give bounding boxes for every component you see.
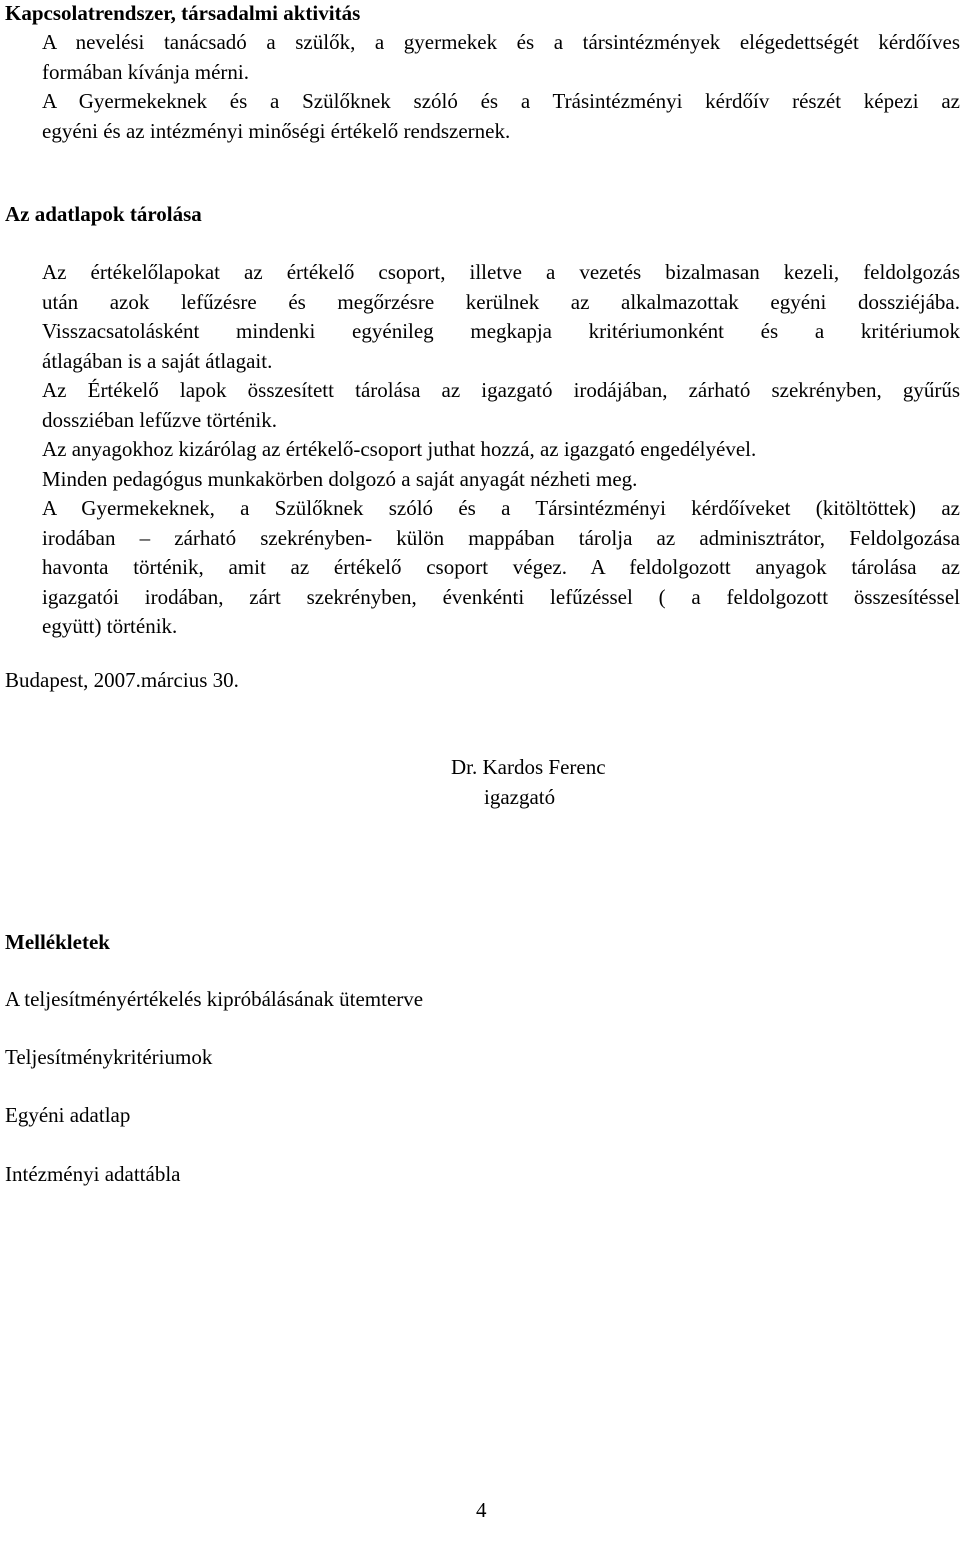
text-line: után azok lefűzésre és megőrzésre kerülnek az alkalmazottak egyéni dossziéjába. bbox=[42, 289, 960, 314]
section1-paragraph bbox=[42, 28, 960, 146]
text-line: egyéni és az intézményi minőségi értékelő rendszernek. bbox=[42, 118, 511, 143]
text-line: Visszacsatolásként mindenki egyénileg megkapja kritériumonként és a kritériumok bbox=[42, 319, 960, 343]
annex-item: A teljesítményértékelés kipróbálásának ütemterve bbox=[5, 987, 424, 1011]
annexes-title: Mellékletek bbox=[5, 930, 110, 954]
text-line: dossziéban lefűzve történik. bbox=[42, 407, 277, 432]
text-line: Minden pedagógus munkakörben dolgozó a saját anyagát nézheti meg. bbox=[42, 466, 638, 491]
place-and-date: Budapest, 2007.március 30. bbox=[5, 668, 239, 692]
text-line: havonta történik, amit az értékelő csoport végez. A feldolgozott anyagok tárolása az bbox=[42, 555, 960, 579]
section-title-data-storage: Az adatlapok tárolása bbox=[5, 202, 202, 226]
text-line: A Gyermekeknek és a Szülőknek szóló és a Trásintézményi kérdőív részét képezi az bbox=[42, 89, 960, 113]
signature-role: igazgató bbox=[484, 785, 556, 809]
section1-paragraph-block bbox=[42, 28, 960, 146]
section2-paragraph-4 bbox=[42, 435, 960, 465]
annex-item: Egyéni adatlap bbox=[5, 1103, 131, 1127]
section2-paragraph-block bbox=[42, 258, 960, 642]
text-line: formában kívánja mérni. bbox=[42, 59, 250, 84]
text-line: Az Értékelő lapok összesített tárolása az igazgató irodájában, zárható szekrényben, gyűrűs bbox=[42, 378, 960, 402]
annex-item: Teljesítménykritériumok bbox=[5, 1045, 213, 1069]
section2-paragraph-3 bbox=[42, 376, 960, 435]
section2-paragraph-5 bbox=[42, 465, 960, 495]
section-title-relationships: Kapcsolatrendszer, társadalmi aktivitás bbox=[5, 1, 361, 25]
text-line: igazgatói irodában, zárt szekrényben, évenkénti lefűzéssel ( a feldolgozott összesítéssel bbox=[42, 584, 960, 609]
text-line: irodában – zárható szekrényben- külön mappában tárolja az adminisztrátor, Feldolgozása bbox=[42, 525, 960, 550]
section2-paragraph-2 bbox=[42, 317, 960, 376]
section2-paragraph-6 bbox=[42, 494, 960, 642]
signature-name: Dr. Kardos Ferenc bbox=[451, 755, 606, 779]
text-line: A nevelési tanácsadó a szülők, a gyermekek és a társintézmények elégedettségét kérdőíves bbox=[42, 30, 960, 54]
section2-paragraph-1 bbox=[42, 258, 960, 317]
text-line: együtt) történik. bbox=[42, 614, 178, 638]
text-line: Az anyagokhoz kizárólag az értékelő-csoport juthat hozzá, az igazgató engedélyével. bbox=[42, 437, 757, 461]
text-line: Az értékelőlapokat az értékelő csoport, illetve a vezetés bizalmasan kezeli, feldolgozás bbox=[42, 260, 960, 284]
annex-item: Intézményi adattábla bbox=[5, 1162, 181, 1186]
text-line: A Gyermekeknek, a Szülőknek szóló és a Társintézményi kérdőíveket (kitöltöttek) az bbox=[42, 496, 960, 520]
text-line: átlagában is a saját átlagait. bbox=[42, 348, 273, 373]
page-number: 4 bbox=[476, 1498, 487, 1522]
